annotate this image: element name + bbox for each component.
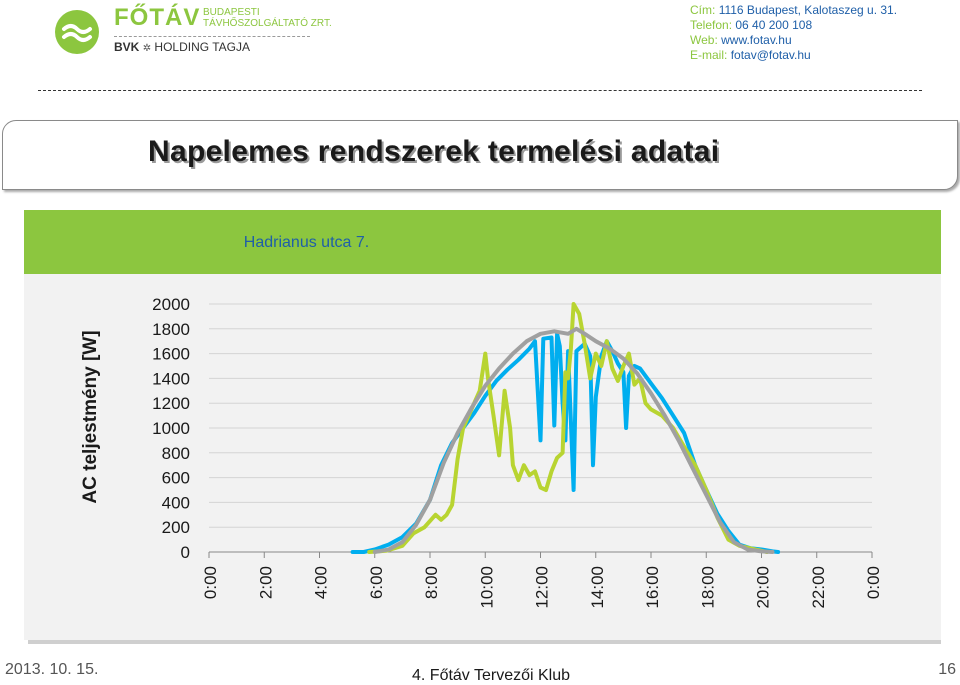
y-tick-label: 1800 [152,319,190,339]
x-tick-label: 16:00 [643,566,662,609]
x-tick-label: 8:00 [422,566,441,600]
x-tick-label: 12:00 [532,566,552,609]
brand-subtitle-line-1: BUDAPESTI [203,7,260,18]
brand-name: FŐTÁV [114,4,201,31]
x-tick-label: 0:00 [864,566,883,600]
x-tick-label: 14:00 [587,566,607,609]
y-tick-label: 400 [161,493,190,513]
x-tick-label: 6:00 [366,566,386,600]
web-label: Web: [690,33,718,47]
brand-subtitle-line-2: TÁVHŐSZOLGÁLTATÓ ZRT. [203,18,332,29]
email-link[interactable]: fotav@fotav.hu [730,48,811,62]
phone-value: 06 40 200 108 [735,18,813,32]
y-tick-label: 1000 [152,419,190,438]
page-number: 16 [938,661,956,678]
x-tick-label: 20:00 [753,566,773,609]
web-link[interactable]: www.fotav.hu [721,33,792,47]
x-tick-label: 22:00 [808,566,828,609]
y-tick-label: 1400 [152,369,190,389]
y-tick-label: 1600 [152,344,190,364]
holding-text: HOLDING TAGJA [154,40,250,54]
holding-star-icon: ✲ [142,43,152,54]
address-value: 1116 Budapest, Kalotaszeg u. 31. [718,3,898,17]
y-tick-label: 600 [161,468,190,488]
footer-event: 4. Főtáv Tervezői Klub [412,667,571,684]
x-tick-label: 2:00 [256,566,276,600]
chart-subtitle: Hadrianus utca 7. [243,234,370,251]
email-label: E-mail: [690,48,728,62]
x-tick-label: 4:00 [311,566,331,600]
phone-label: Telefon: [690,18,733,32]
series-line-1 [353,334,778,552]
y-tick-label: 0 [180,543,190,562]
y-axis-label: AC teljestmény [W] [80,330,101,504]
x-tick-labels [201,566,883,609]
x-tick-label: 18:00 [698,566,718,609]
holding-bold: BVK [114,40,140,54]
y-tick-labels [152,295,190,562]
x-tick-label: 0:00 [201,566,220,600]
x-tick-label: 10:00 [477,566,497,609]
address-label: Cím: [690,3,716,17]
y-tick-label: 2000 [152,295,190,314]
slide-title: Napelemes rendszerek termelési adatai [148,135,720,168]
y-tick-label: 1200 [152,394,190,414]
footer-date: 2013. 10. 15. [5,661,99,678]
y-tick-label: 200 [161,518,190,538]
y-tick-label: 800 [161,443,190,463]
